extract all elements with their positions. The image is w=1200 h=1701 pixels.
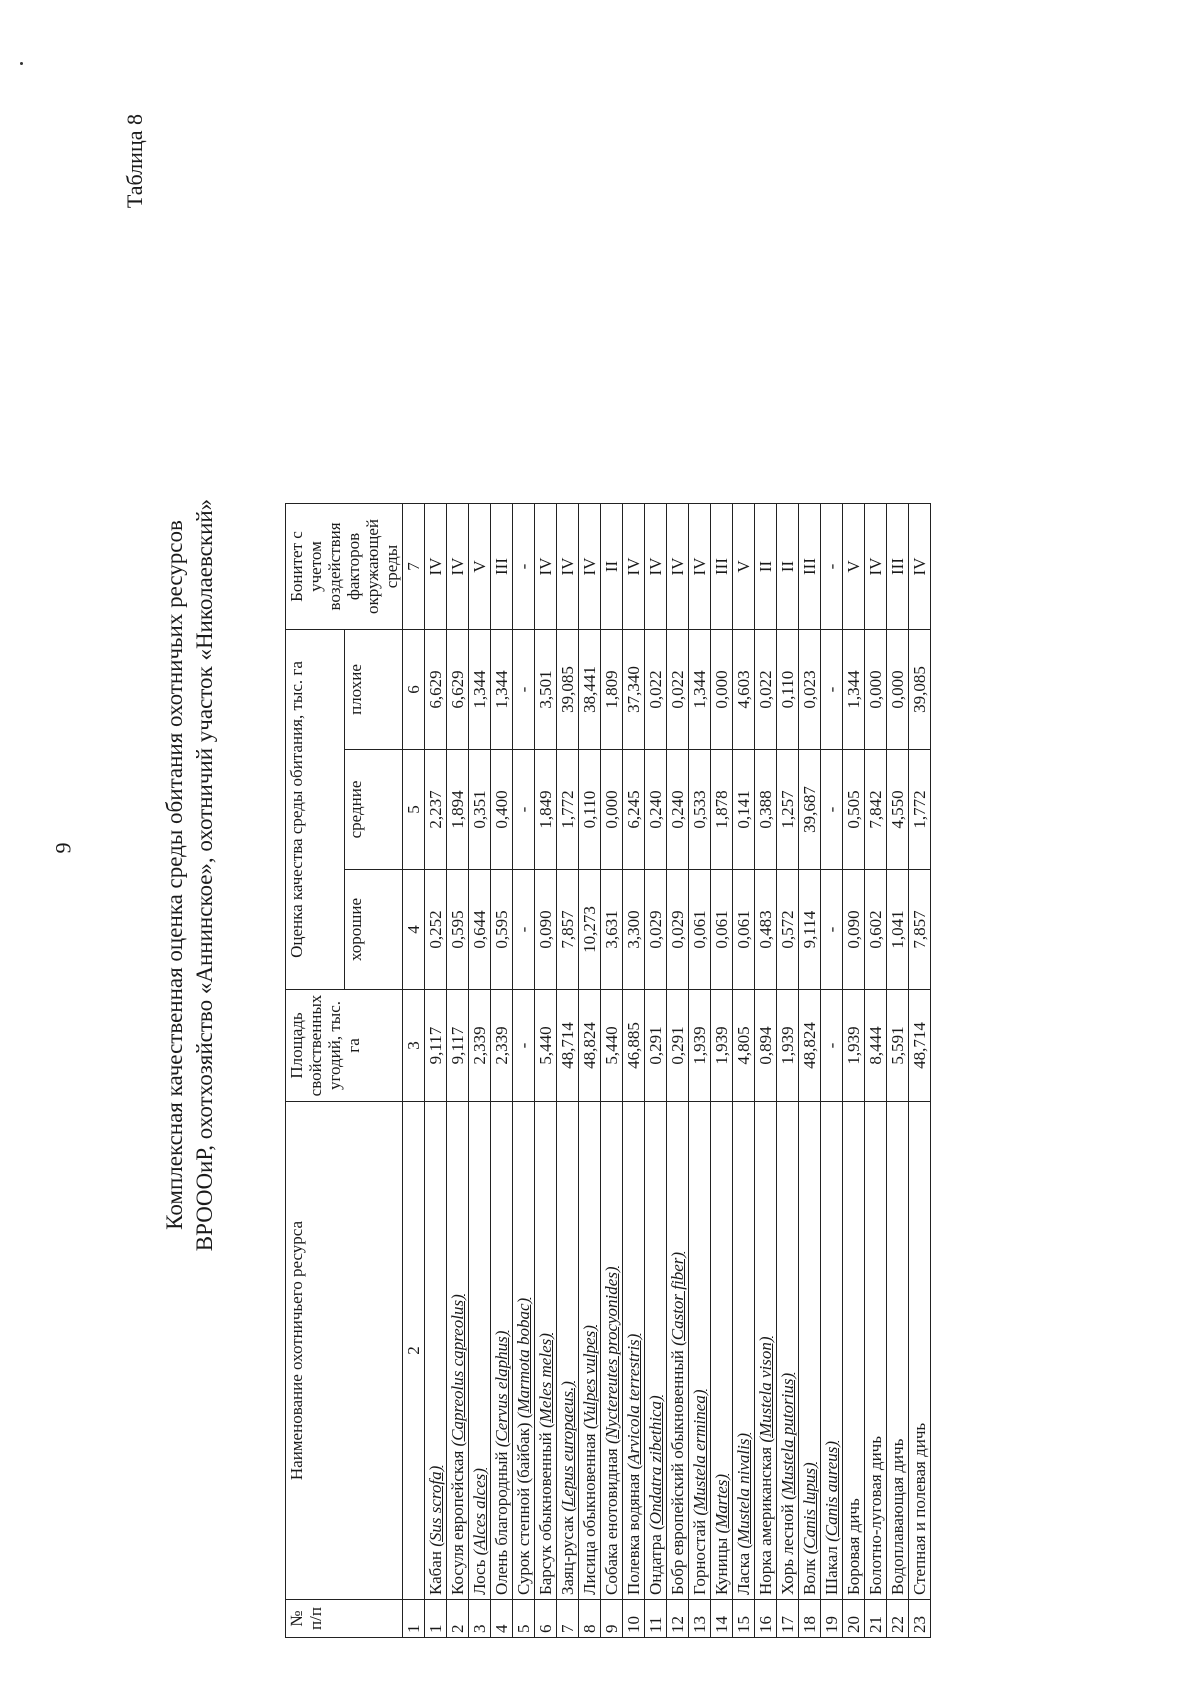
bad-value: 4,603 bbox=[733, 630, 755, 750]
area-value: 4,805 bbox=[733, 990, 755, 1102]
resource-name: Лось bbox=[470, 1559, 489, 1595]
table-row bbox=[447, 504, 469, 1638]
row-number: 7 bbox=[557, 1600, 579, 1638]
resource-latin-name: (Canis aureus) bbox=[822, 1440, 841, 1542]
bad-value: 1,344 bbox=[469, 630, 491, 750]
medium-value: 7,842 bbox=[865, 750, 887, 870]
table-row bbox=[557, 504, 579, 1638]
medium-value: 4,550 bbox=[887, 750, 909, 870]
good-value: 7,857 bbox=[909, 870, 931, 990]
row-number: 21 bbox=[865, 1600, 887, 1638]
row-number: 19 bbox=[821, 1600, 843, 1638]
column-index-cell: 3 bbox=[403, 990, 425, 1102]
resource-name: Хорь лесной bbox=[778, 1504, 797, 1595]
medium-value: - bbox=[513, 750, 535, 870]
resource-name-cell bbox=[909, 1102, 931, 1600]
resource-latin-name: (Mustela vison) bbox=[756, 1336, 775, 1443]
habitat-assessment-table bbox=[285, 503, 931, 1638]
table-row bbox=[469, 504, 491, 1638]
table-row bbox=[887, 504, 909, 1638]
bad-value: 0,110 bbox=[777, 630, 799, 750]
table-row bbox=[513, 504, 535, 1638]
resource-name: Олень благородный bbox=[492, 1451, 511, 1595]
good-value: 0,029 bbox=[645, 870, 667, 990]
bad-value: 1,344 bbox=[689, 630, 711, 750]
resource-name: Полевка водяная bbox=[624, 1473, 643, 1595]
bonitet-value: III bbox=[711, 504, 733, 630]
bonitet-value: V bbox=[843, 504, 865, 630]
area-value: 1,939 bbox=[689, 990, 711, 1102]
bonitet-value: II bbox=[755, 504, 777, 630]
table-row bbox=[425, 504, 447, 1638]
resource-name: Куницы bbox=[712, 1537, 731, 1595]
column-index-cell: 5 bbox=[403, 750, 425, 870]
resource-name: Заяц-русак bbox=[558, 1516, 577, 1595]
resource-name-cell bbox=[623, 1102, 645, 1600]
resource-latin-name: (Arvicola terrestris) bbox=[624, 1333, 643, 1470]
bonitet-value: II bbox=[601, 504, 623, 630]
table-row bbox=[843, 504, 865, 1638]
habitat-table-wrapper bbox=[285, 503, 931, 1638]
area-value: 48,714 bbox=[909, 990, 931, 1102]
table-row bbox=[755, 504, 777, 1638]
medium-value: - bbox=[821, 750, 843, 870]
resource-latin-name: (Canis lupus) bbox=[800, 1462, 819, 1555]
header-bonitet: Бонитет с учетом воздействия факторов окружающей среды bbox=[286, 504, 403, 630]
resource-name-cell bbox=[755, 1102, 777, 1600]
medium-value: 0,400 bbox=[491, 750, 513, 870]
row-number: 5 bbox=[513, 1600, 535, 1638]
resource-name: Косуля европейская bbox=[448, 1450, 467, 1595]
good-value: - bbox=[821, 870, 843, 990]
bad-value: 0,022 bbox=[667, 630, 689, 750]
good-value: 0,595 bbox=[491, 870, 513, 990]
area-value: 5,591 bbox=[887, 990, 909, 1102]
bonitet-value: IV bbox=[865, 504, 887, 630]
table-row bbox=[535, 504, 557, 1638]
column-index-cell: 4 bbox=[403, 870, 425, 990]
medium-value: 0,388 bbox=[755, 750, 777, 870]
row-number: 20 bbox=[843, 1600, 865, 1638]
resource-name: Шакал bbox=[822, 1546, 841, 1595]
bad-value: 0,000 bbox=[711, 630, 733, 750]
table-label: Таблица 8 bbox=[122, 114, 147, 209]
bad-value: 3,501 bbox=[535, 630, 557, 750]
resource-name: Болотно-луговая дичь bbox=[866, 1436, 885, 1595]
medium-value: 1,772 bbox=[557, 750, 579, 870]
table-row bbox=[689, 504, 711, 1638]
good-value: 0,029 bbox=[667, 870, 689, 990]
resource-name: Горностай bbox=[690, 1519, 709, 1595]
row-number: 10 bbox=[623, 1600, 645, 1638]
row-number: 12 bbox=[667, 1600, 689, 1638]
bad-value: 0,000 bbox=[865, 630, 887, 750]
area-value: 0,894 bbox=[755, 990, 777, 1102]
resource-name: Норка американская bbox=[756, 1446, 775, 1595]
resource-latin-name: (Vulpes vulpes) bbox=[580, 1325, 599, 1430]
resource-name-cell bbox=[447, 1102, 469, 1600]
bonitet-value: IV bbox=[447, 504, 469, 630]
bad-value: 39,085 bbox=[909, 630, 931, 750]
row-number: 2 bbox=[447, 1600, 469, 1638]
good-value: 0,252 bbox=[425, 870, 447, 990]
resource-name-cell bbox=[579, 1102, 601, 1600]
table-row bbox=[491, 504, 513, 1638]
resource-name: Ондатра bbox=[646, 1534, 665, 1595]
area-value: 0,291 bbox=[667, 990, 689, 1102]
resource-latin-name: (Marmota bobac) bbox=[514, 1297, 533, 1419]
bonitet-value: III bbox=[491, 504, 513, 630]
resource-latin-name: (Mustela erminea) bbox=[690, 1389, 709, 1516]
table-row bbox=[645, 504, 667, 1638]
table-row bbox=[777, 504, 799, 1638]
bad-value: 0,023 bbox=[799, 630, 821, 750]
bonitet-value: IV bbox=[645, 504, 667, 630]
resource-latin-name: (Martes) bbox=[712, 1473, 731, 1534]
bad-value: 1,344 bbox=[843, 630, 865, 750]
row-number: 9 bbox=[601, 1600, 623, 1638]
resource-latin-name: (Sus scrofa) bbox=[426, 1465, 445, 1547]
medium-value: 0,351 bbox=[469, 750, 491, 870]
resource-name-cell bbox=[513, 1102, 535, 1600]
row-number: 23 bbox=[909, 1600, 931, 1638]
bonitet-value: - bbox=[513, 504, 535, 630]
resource-name: Барсук обыкновенный bbox=[536, 1432, 555, 1595]
resource-latin-name: (Meles meles) bbox=[536, 1333, 555, 1428]
resource-name-cell bbox=[799, 1102, 821, 1600]
bad-value: 1,344 bbox=[491, 630, 513, 750]
area-value: 8,444 bbox=[865, 990, 887, 1102]
table-row bbox=[667, 504, 689, 1638]
row-number: 17 bbox=[777, 1600, 799, 1638]
good-value: 10,273 bbox=[579, 870, 601, 990]
bonitet-value: IV bbox=[909, 504, 931, 630]
area-value: 46,885 bbox=[623, 990, 645, 1102]
area-value: 1,939 bbox=[777, 990, 799, 1102]
resource-name: Кабан bbox=[426, 1551, 445, 1595]
area-value: 1,939 bbox=[711, 990, 733, 1102]
medium-value: 1,849 bbox=[535, 750, 557, 870]
table-row bbox=[733, 504, 755, 1638]
bad-value: 0,000 bbox=[887, 630, 909, 750]
resource-name-cell bbox=[711, 1102, 733, 1600]
bonitet-value: IV bbox=[557, 504, 579, 630]
bad-value: 38,441 bbox=[579, 630, 601, 750]
medium-value: 0,240 bbox=[667, 750, 689, 870]
table-row bbox=[909, 504, 931, 1638]
bonitet-value: - bbox=[821, 504, 843, 630]
area-value: - bbox=[821, 990, 843, 1102]
column-index-cell: 1 bbox=[403, 1600, 425, 1638]
area-value: 5,440 bbox=[535, 990, 557, 1102]
medium-value: 0,533 bbox=[689, 750, 711, 870]
header-area: Площадь свойственных угодий, тыс. га bbox=[286, 990, 403, 1102]
column-index-cell: 7 bbox=[403, 504, 425, 630]
bonitet-value: IV bbox=[425, 504, 447, 630]
table-row bbox=[623, 504, 645, 1638]
header-resource-name: Наименование охотничьего ресурса bbox=[286, 1102, 403, 1600]
good-value: - bbox=[513, 870, 535, 990]
medium-value: 39,687 bbox=[799, 750, 821, 870]
row-number: 6 bbox=[535, 1600, 557, 1638]
header-good: хорошие bbox=[344, 870, 403, 990]
bad-value: 39,085 bbox=[557, 630, 579, 750]
area-value: 48,824 bbox=[579, 990, 601, 1102]
medium-value: 1,772 bbox=[909, 750, 931, 870]
bad-value: 0,022 bbox=[755, 630, 777, 750]
bonitet-value: III bbox=[799, 504, 821, 630]
resource-name: Боровая дичь bbox=[844, 1498, 863, 1595]
bad-value: 37,340 bbox=[623, 630, 645, 750]
medium-value: 0,000 bbox=[601, 750, 623, 870]
bonitet-value: IV bbox=[623, 504, 645, 630]
resource-latin-name: (Mustela putorius) bbox=[778, 1372, 797, 1500]
good-value: 0,061 bbox=[711, 870, 733, 990]
row-number: 11 bbox=[645, 1600, 667, 1638]
medium-value: 1,878 bbox=[711, 750, 733, 870]
resource-name: Ласка bbox=[734, 1552, 753, 1595]
page-number: 9 bbox=[50, 842, 76, 854]
area-value: 0,291 bbox=[645, 990, 667, 1102]
column-index-cell: 2 bbox=[403, 1102, 425, 1600]
rotated-page-content bbox=[100, 100, 1100, 1650]
resource-latin-name: (Castor fiber) bbox=[668, 1251, 687, 1346]
header-bad: плохие bbox=[344, 630, 403, 750]
table-row bbox=[821, 504, 843, 1638]
resource-name: Волк bbox=[800, 1558, 819, 1595]
row-number: 8 bbox=[579, 1600, 601, 1638]
medium-value: 1,257 bbox=[777, 750, 799, 870]
resource-name: Собака енотовидная bbox=[602, 1448, 621, 1595]
row-number: 4 bbox=[491, 1600, 513, 1638]
row-number: 3 bbox=[469, 1600, 491, 1638]
medium-value: 2,237 bbox=[425, 750, 447, 870]
bonitet-value: IV bbox=[689, 504, 711, 630]
area-value: 48,714 bbox=[557, 990, 579, 1102]
title-line-2: ВРОООиР, охотхозяйство «Аннинское», охотничий участок «Николаевский» bbox=[192, 498, 217, 1252]
medium-value: 1,894 bbox=[447, 750, 469, 870]
good-value: 0,644 bbox=[469, 870, 491, 990]
table-row bbox=[711, 504, 733, 1638]
bonitet-value: IV bbox=[535, 504, 557, 630]
resource-name-cell bbox=[491, 1102, 513, 1600]
row-number: 16 bbox=[755, 1600, 777, 1638]
row-number: 1 bbox=[425, 1600, 447, 1638]
bad-value: 6,629 bbox=[447, 630, 469, 750]
row-number: 15 bbox=[733, 1600, 755, 1638]
resource-name-cell bbox=[689, 1102, 711, 1600]
table-row bbox=[601, 504, 623, 1638]
area-value: 5,440 bbox=[601, 990, 623, 1102]
resource-name: Сурок степной (байбак) bbox=[514, 1422, 533, 1595]
resource-name-cell bbox=[601, 1102, 623, 1600]
bad-value: - bbox=[821, 630, 843, 750]
resource-name-cell bbox=[843, 1102, 865, 1600]
resource-name-cell bbox=[887, 1102, 909, 1600]
resource-name: Лисица обыкновенная bbox=[580, 1433, 599, 1595]
header-medium: средние bbox=[344, 750, 403, 870]
document-title bbox=[160, 100, 220, 1650]
row-number: 22 bbox=[887, 1600, 909, 1638]
medium-value: 0,141 bbox=[733, 750, 755, 870]
resource-latin-name: (Mustela nivalis) bbox=[734, 1432, 753, 1549]
resource-latin-name: (Cervus elaphus) bbox=[492, 1330, 511, 1448]
bonitet-value: V bbox=[469, 504, 491, 630]
row-number: 18 bbox=[799, 1600, 821, 1638]
area-value: 2,339 bbox=[469, 990, 491, 1102]
resource-name-cell bbox=[535, 1102, 557, 1600]
table-body bbox=[403, 504, 931, 1638]
area-value: - bbox=[513, 990, 535, 1102]
good-value: 0,483 bbox=[755, 870, 777, 990]
row-number: 13 bbox=[689, 1600, 711, 1638]
good-value: 0,602 bbox=[865, 870, 887, 990]
good-value: 7,857 bbox=[557, 870, 579, 990]
medium-value: 0,240 bbox=[645, 750, 667, 870]
header-number: № п/п bbox=[286, 1600, 403, 1638]
bonitet-value: II bbox=[777, 504, 799, 630]
good-value: 0,061 bbox=[689, 870, 711, 990]
title-line-1: Комплексная качественная оценка среды обитания охотничьих ресурсов bbox=[162, 520, 187, 1230]
resource-latin-name: (Ondatra zibethica) bbox=[646, 1395, 665, 1530]
resource-name: Степная и полевая дичь bbox=[910, 1422, 929, 1595]
resource-name-cell bbox=[821, 1102, 843, 1600]
medium-value: 0,505 bbox=[843, 750, 865, 870]
column-index-row bbox=[403, 504, 425, 1638]
resource-latin-name: (Capreolus capreolus) bbox=[448, 1294, 467, 1447]
resource-name-cell bbox=[667, 1102, 689, 1600]
bad-value: 0,022 bbox=[645, 630, 667, 750]
resource-latin-name: (Lepus europaeus.) bbox=[558, 1381, 577, 1512]
bad-value: 6,629 bbox=[425, 630, 447, 750]
table-row bbox=[579, 504, 601, 1638]
bad-value: 1,809 bbox=[601, 630, 623, 750]
medium-value: 6,245 bbox=[623, 750, 645, 870]
area-value: 1,939 bbox=[843, 990, 865, 1102]
table-row bbox=[865, 504, 887, 1638]
medium-value: 0,110 bbox=[579, 750, 601, 870]
area-value: 48,824 bbox=[799, 990, 821, 1102]
good-value: 0,090 bbox=[843, 870, 865, 990]
resource-name-cell bbox=[865, 1102, 887, 1600]
resource-name-cell bbox=[645, 1102, 667, 1600]
table-row bbox=[799, 504, 821, 1638]
scan-speck bbox=[20, 62, 23, 65]
row-number: 14 bbox=[711, 1600, 733, 1638]
good-value: 9,114 bbox=[799, 870, 821, 990]
resource-name: Водоплавающая дичь bbox=[888, 1438, 907, 1595]
bonitet-value: V bbox=[733, 504, 755, 630]
bonitet-value: IV bbox=[579, 504, 601, 630]
area-value: 9,117 bbox=[447, 990, 469, 1102]
resource-name-cell bbox=[733, 1102, 755, 1600]
bonitet-value: III bbox=[887, 504, 909, 630]
good-value: 3,631 bbox=[601, 870, 623, 990]
good-value: 1,041 bbox=[887, 870, 909, 990]
area-value: 2,339 bbox=[491, 990, 513, 1102]
good-value: 0,572 bbox=[777, 870, 799, 990]
column-index-cell: 6 bbox=[403, 630, 425, 750]
good-value: 3,300 bbox=[623, 870, 645, 990]
good-value: 0,090 bbox=[535, 870, 557, 990]
area-value: 9,117 bbox=[425, 990, 447, 1102]
good-value: 0,595 bbox=[447, 870, 469, 990]
resource-latin-name: (Nyctereutes procyonides) bbox=[602, 1266, 621, 1445]
resource-latin-name: (Alces alces) bbox=[470, 1468, 489, 1556]
header-quality-group: Оценка качества среды обитания, тыс. га bbox=[286, 630, 345, 990]
bonitet-value: IV bbox=[667, 504, 689, 630]
resource-name-cell bbox=[469, 1102, 491, 1600]
resource-name-cell bbox=[777, 1102, 799, 1600]
resource-name: Бобр европейский обыкновенный bbox=[668, 1350, 687, 1595]
good-value: 0,061 bbox=[733, 870, 755, 990]
resource-name-cell bbox=[557, 1102, 579, 1600]
resource-name-cell bbox=[425, 1102, 447, 1600]
bad-value: - bbox=[513, 630, 535, 750]
